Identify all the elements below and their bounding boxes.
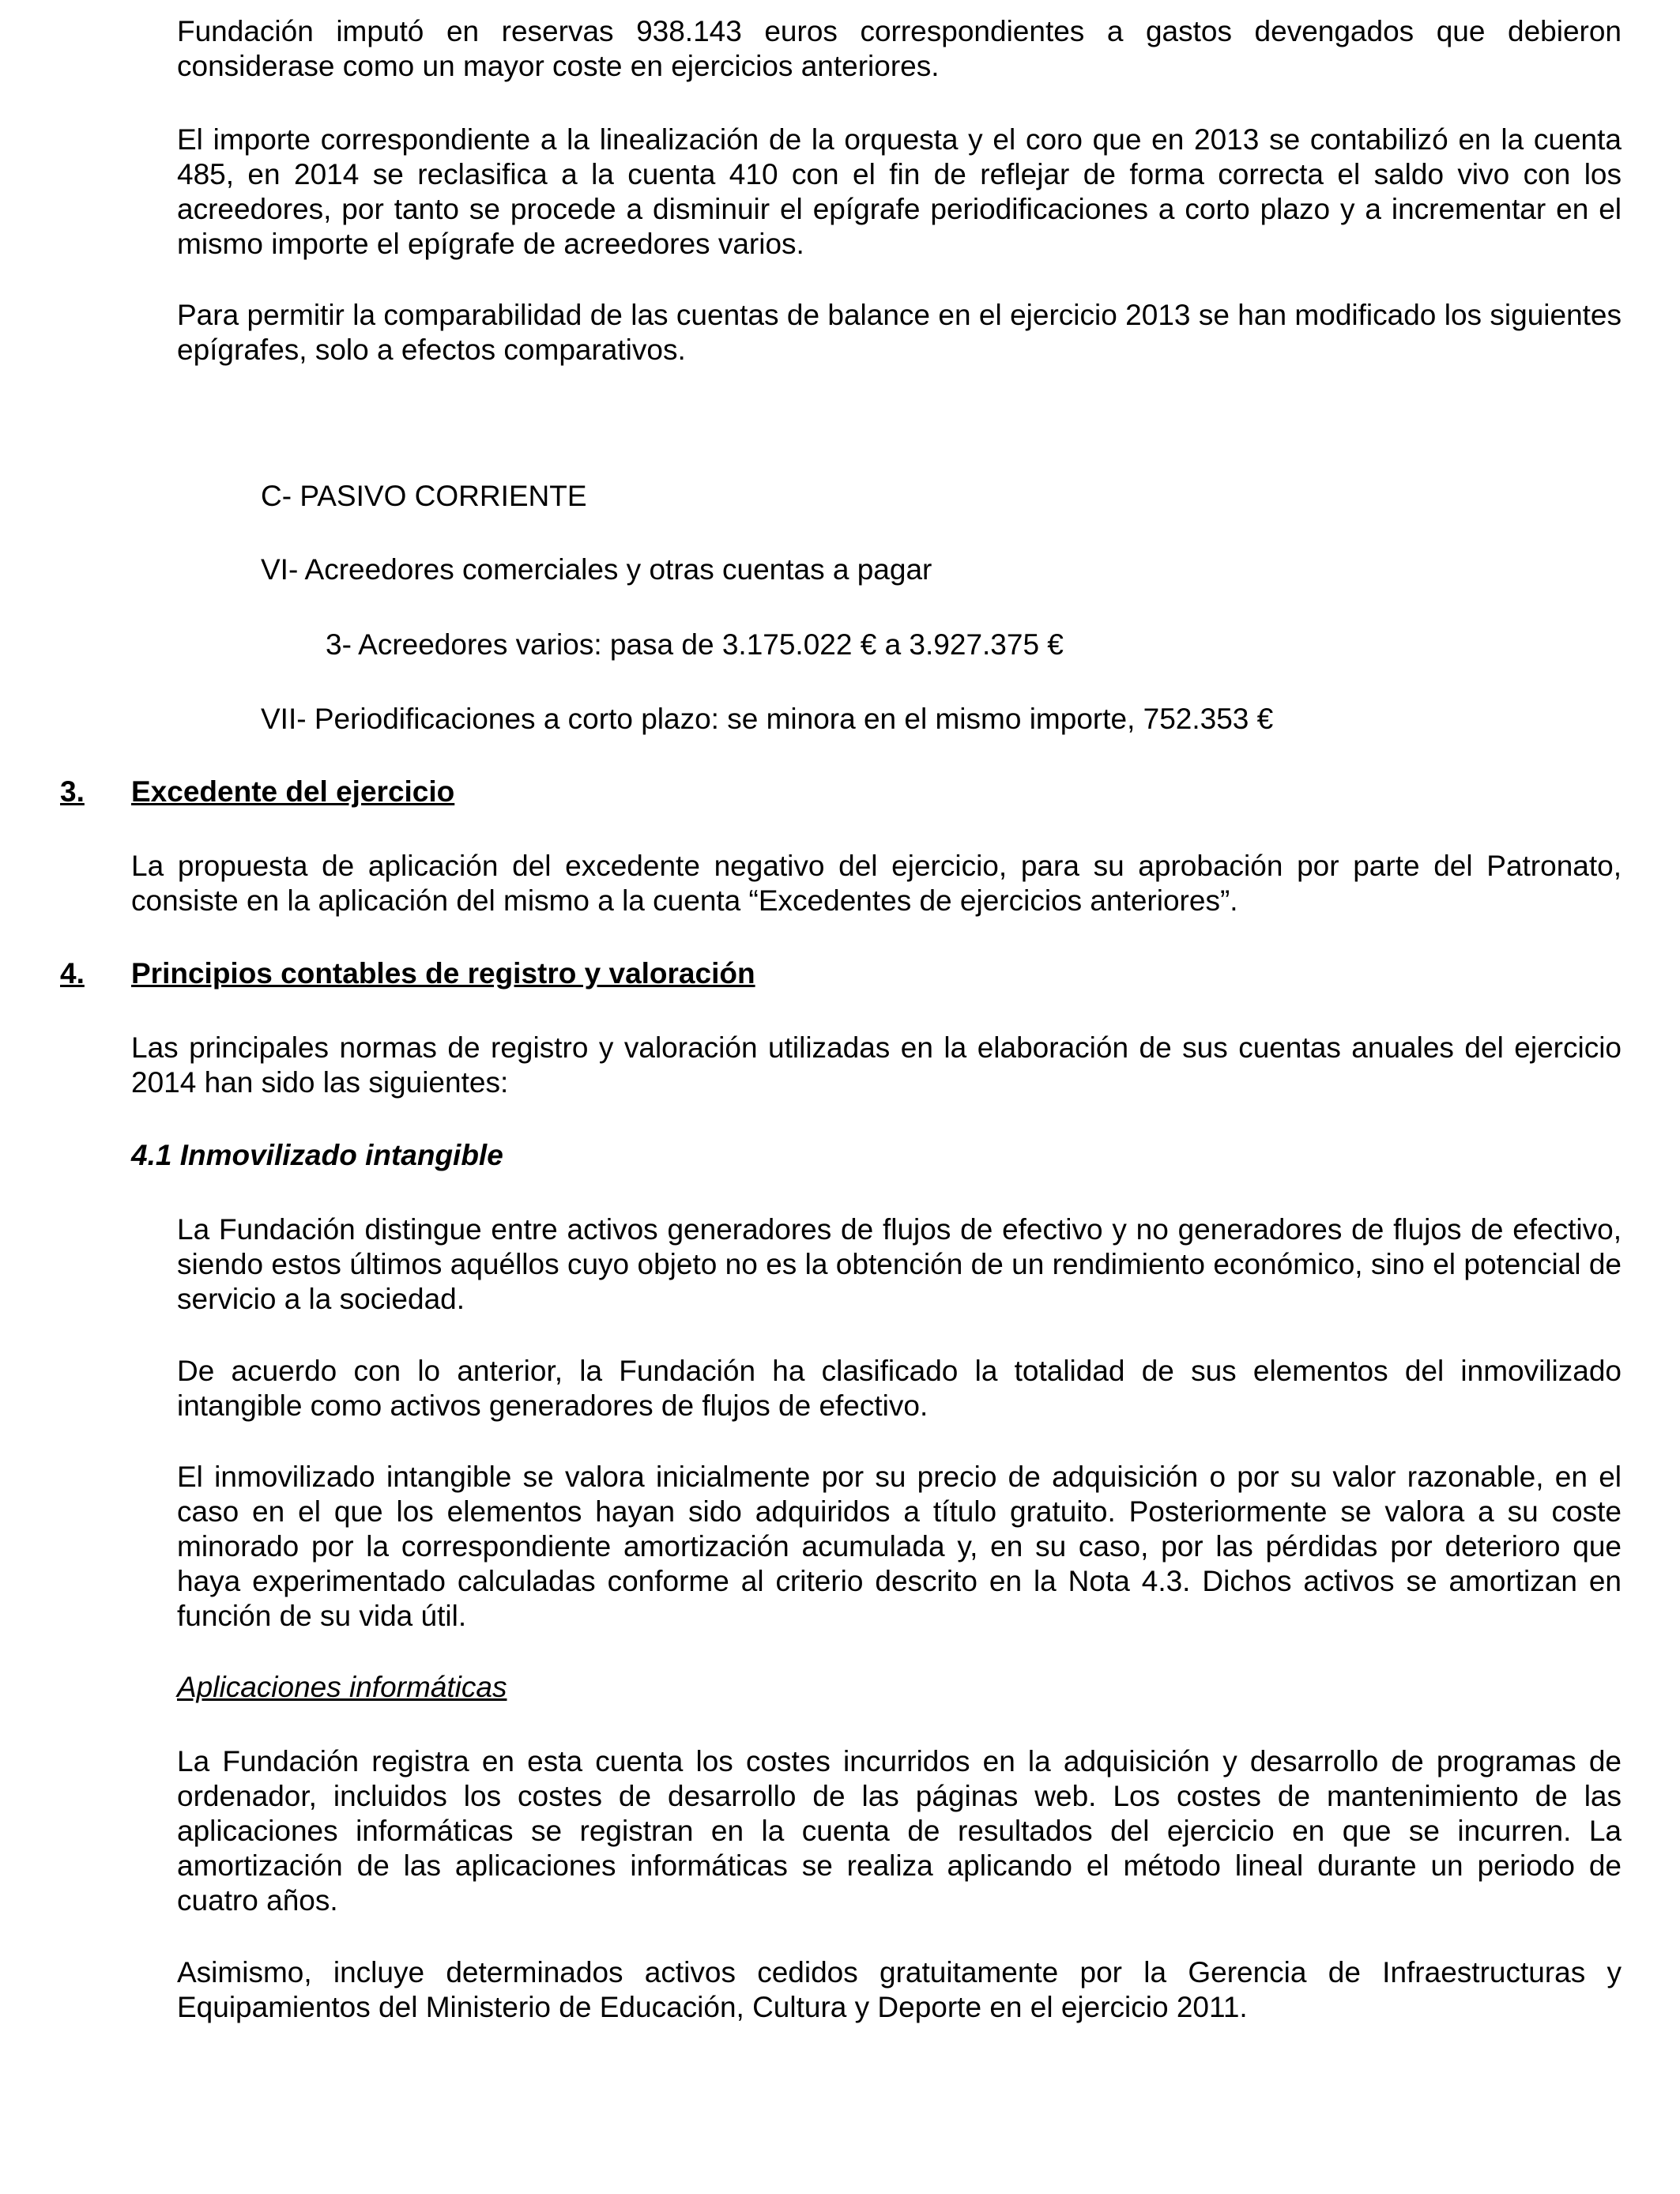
section-3-text: La propuesta de aplicación del excedente negativo del ejercicio, para su aprobación por parte del Patronato, consiste en la aplicación del mismo a la cuenta “Excedentes de ejercicios anteriores”. <box>131 850 1622 917</box>
paragraph-aplicaciones: La Fundación registra en esta cuenta los costes incurridos en la adquisición y desarrollo de programas de ordenador, incluidos los costes de desarrollo de las páginas web. Los costes de mantenimiento de las aplicaciones informáticas se registran en la cuenta de resultados del ejercicio en que se incurren. La amortización de las aplicaciones informáticas se realiza aplicando el método lineal durante un periodo de cuatro años. <box>177 1745 1622 1917</box>
paragraph-reservas: Fundación imputó en reservas 938.143 euros correspondientes a gastos devengados que debieron considerase como un mayor coste en ejercicios anteriores. <box>177 15 1622 82</box>
paragraph-activos-cedidos: Asimismo, incluye determinados activos cedidos gratuitamente por la Gerencia de Infraestructuras y Equipamientos del Ministerio de Educación, Cultura y Deporte en el ejercicio 2011. <box>177 1956 1622 2023</box>
paragraph-valoracion: El inmovilizado intangible se valora inicialmente por su precio de adquisición o por su valor razonable, en el caso en el que los elementos hayan sido adquiridos a título gratuito. Posteriormente se valora a su coste minorado por la correspondiente amortización acumulada y, en su caso, por las pérdidas por deterioro que haya experimentado calculadas conforme al criterio descrito en la Nota 4.3. Dichos activos se amortizan en función de su vida útil. <box>177 1461 1622 1632</box>
balance-acreedores-header: VI- Acreedores comerciales y otras cuentas a pagar <box>261 553 932 586</box>
balance-acreedores-varios: 3- Acreedores varios: pasa de 3.175.022 € a 3.927.375 € <box>326 628 1064 661</box>
subsection-4-1-title: 4.1 Inmovilizado intangible <box>131 1139 503 1171</box>
section-4-number: 4. <box>60 957 85 990</box>
aplicaciones-informaticas-title: Aplicaciones informáticas <box>177 1671 507 1703</box>
balance-periodificaciones: VII- Periodificaciones a corto plazo: se minora en el mismo importe, 752.353 € <box>261 703 1274 735</box>
section-4-title: Principios contables de registro y valoración <box>131 957 755 990</box>
paragraph-activos-generadores: La Fundación distingue entre activos generadores de flujos de efectivo y no generadores de flujos de efectivo, siendo estos últimos aquéllos cuyo objeto no es la obtención de un rendimiento económico, sino el potencial de servicio a la sociedad. <box>177 1213 1622 1315</box>
paragraph-linealizacion: El importe correspondiente a la linealización de la orquesta y el coro que en 2013 se contabilizó en la cuenta 485, en 2014 se reclasifica a la cuenta 410 con el fin de reflejar de forma correcta el saldo vivo con los acreedores, por tanto se procede a disminuir el epígrafe periodificaciones a corto plazo y a incrementar en el mismo importe el epígrafe de acreedores varios. <box>177 123 1622 260</box>
section-3-number: 3. <box>60 775 85 808</box>
paragraph-comparabilidad: Para permitir la comparabilidad de las cuentas de balance en el ejercicio 2013 se han modificado los siguientes epígrafes, solo a efectos comparativos. <box>177 299 1622 366</box>
balance-pasivo-corriente: C- PASIVO CORRIENTE <box>261 480 587 512</box>
section-3-title: Excedente del ejercicio <box>131 775 455 808</box>
section-4-intro: Las principales normas de registro y valoración utilizadas en la elaboración de sus cuentas anuales del ejercicio 2014 han sido las siguientes: <box>131 1031 1622 1099</box>
paragraph-clasificacion: De acuerdo con lo anterior, la Fundación ha clasificado la totalidad de sus elementos del inmovilizado intangible como activos generadores de flujos de efectivo. <box>177 1355 1622 1422</box>
